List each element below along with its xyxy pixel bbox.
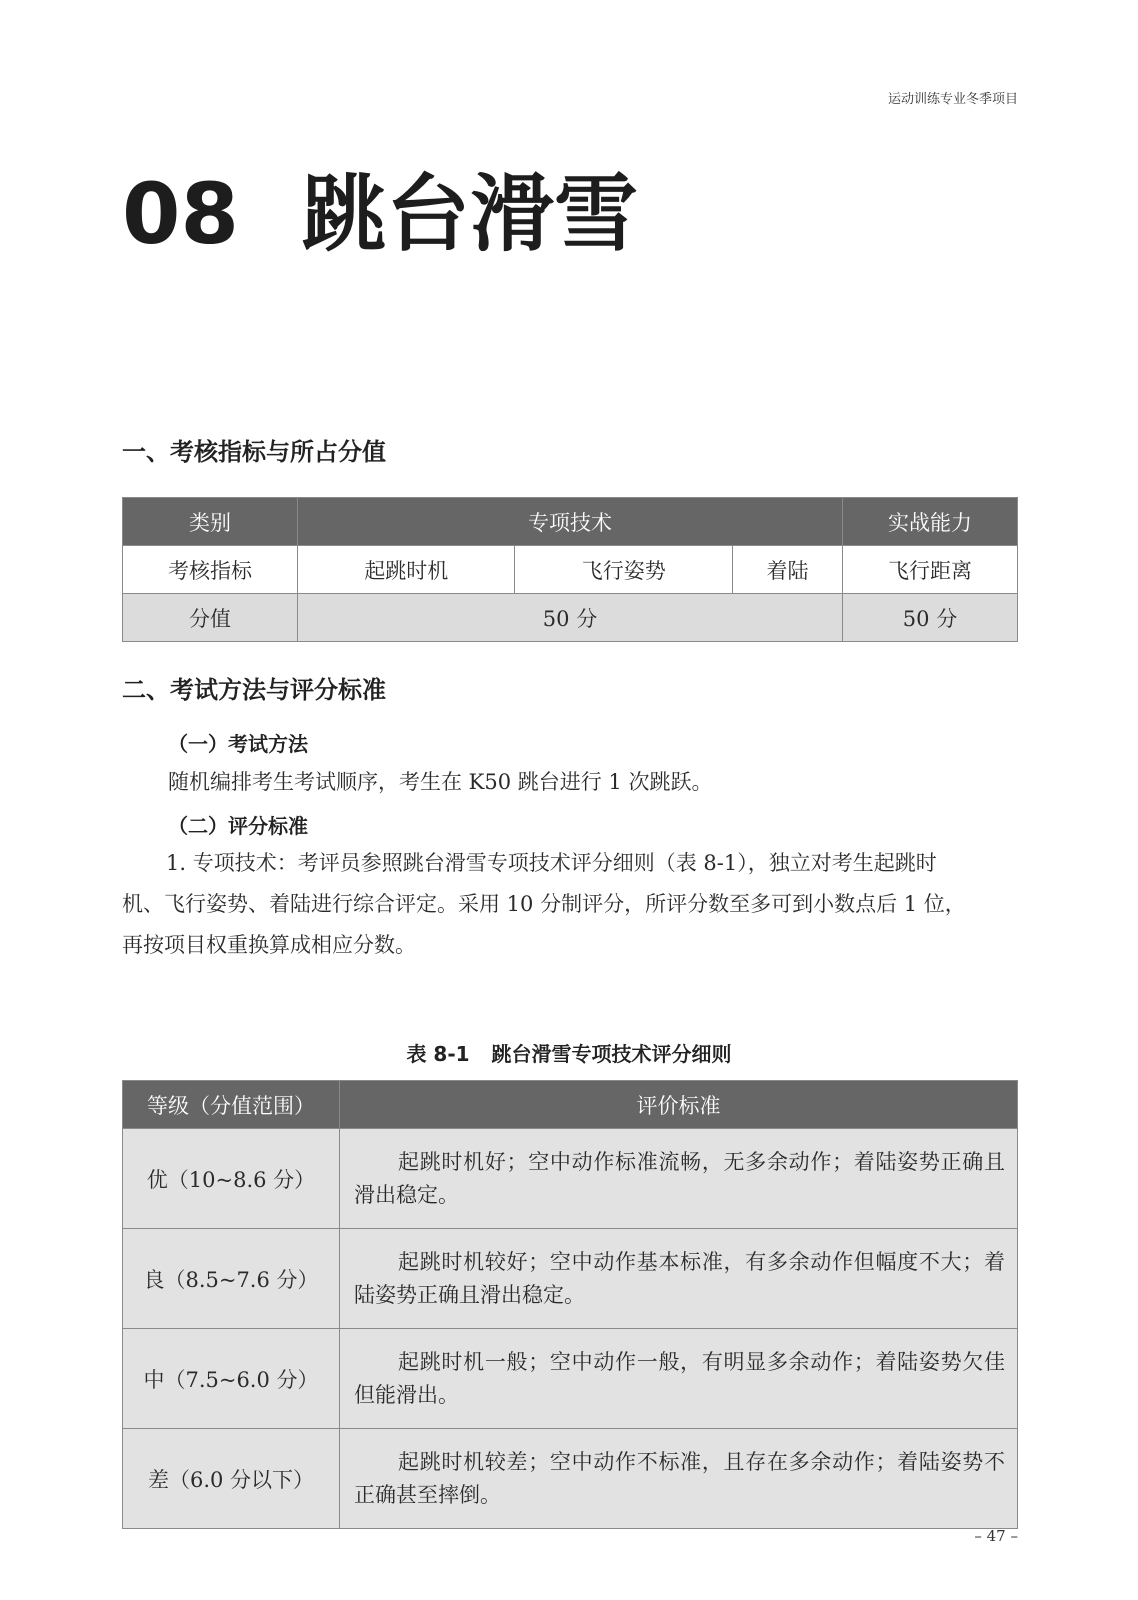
table-caption-number: 表 8-1 bbox=[406, 1042, 470, 1066]
section-heading-2: 二、考试方法与评分标准 bbox=[122, 675, 386, 704]
table-row bbox=[123, 1229, 1018, 1329]
chapter-name: 跳台滑雪 bbox=[302, 165, 639, 263]
criteria-cell: 起跳时机较差；空中动作不标准，且存在多余动作；着陆姿势不正确甚至摔倒。 bbox=[340, 1429, 1018, 1529]
scoring-table bbox=[122, 497, 1018, 642]
criteria-cell: 起跳时机较好；空中动作基本标准，有多余动作但幅度不大；着陆姿势正确且滑出稳定。 bbox=[340, 1229, 1018, 1329]
table-caption bbox=[0, 1038, 1138, 1067]
scoring-text-line-1: 1. 专项技术：考评员参照跳台滑雪专项技术评分细则（表 8-1），独立对考生起跳时 bbox=[166, 851, 937, 875]
chapter-title bbox=[122, 165, 639, 263]
table-row-scores bbox=[123, 594, 1018, 642]
scoring-text-line-2: 机、飞行姿势、着陆进行综合评定。采用 10 分制评分，所评分数至多可到小数点后 1 位， bbox=[122, 892, 966, 916]
table-row bbox=[123, 1129, 1018, 1229]
score-label: 分值 bbox=[123, 594, 298, 642]
sub-heading-scoring-standard: （二）评分标准 bbox=[168, 814, 308, 838]
table-header-row bbox=[123, 1081, 1018, 1129]
indicator-flight-distance: 飞行距离 bbox=[843, 546, 1018, 594]
technique-criteria-table bbox=[122, 1080, 1018, 1529]
criteria-cell: 起跳时机一般；空中动作一般，有明显多余动作；着陆姿势欠佳但能滑出。 bbox=[340, 1329, 1018, 1429]
running-head: 运动训练专业冬季项目 bbox=[887, 92, 1018, 107]
grade-cell: 良（8.5~7.6 分） bbox=[123, 1229, 340, 1329]
indicator-takeoff: 起跳时机 bbox=[298, 546, 515, 594]
indicator-label: 考核指标 bbox=[123, 546, 298, 594]
table-row bbox=[123, 1429, 1018, 1529]
header-category: 类别 bbox=[123, 498, 298, 546]
grade-cell: 优（10~8.6 分） bbox=[123, 1129, 340, 1229]
indicator-flight-posture: 飞行姿势 bbox=[515, 546, 732, 594]
table-row-indicators bbox=[123, 546, 1018, 594]
grade-cell: 中（7.5~6.0 分） bbox=[123, 1329, 340, 1429]
sub-heading-exam-method: （一）考试方法 bbox=[168, 732, 308, 756]
criteria-cell: 起跳时机好；空中动作标准流畅，无多余动作；着陆姿势正确且滑出稳定。 bbox=[340, 1129, 1018, 1229]
scoring-standard-text bbox=[122, 843, 1018, 966]
table-caption-title: 跳台滑雪专项技术评分细则 bbox=[491, 1042, 732, 1066]
scoring-text-line-3: 再按项目权重换算成相应分数。 bbox=[122, 933, 416, 957]
section-heading-1: 一、考核指标与所占分值 bbox=[122, 437, 386, 466]
header-special-tech: 专项技术 bbox=[298, 498, 843, 546]
chapter-number: 08 bbox=[122, 165, 239, 263]
header-combat: 实战能力 bbox=[843, 498, 1018, 546]
table-row bbox=[123, 1329, 1018, 1429]
table-header-row bbox=[123, 498, 1018, 546]
score-combat: 50 分 bbox=[843, 594, 1018, 642]
page-number: – 47 – bbox=[974, 1527, 1018, 1545]
indicator-landing: 着陆 bbox=[732, 546, 842, 594]
header-criteria: 评价标准 bbox=[340, 1081, 1018, 1129]
header-grade: 等级（分值范围） bbox=[123, 1081, 340, 1129]
grade-cell: 差（6.0 分以下） bbox=[123, 1429, 340, 1529]
score-special-tech: 50 分 bbox=[298, 594, 843, 642]
exam-method-text: 随机编排考生考试顺序，考生在 K50 跳台进行 1 次跳跃。 bbox=[168, 770, 713, 794]
